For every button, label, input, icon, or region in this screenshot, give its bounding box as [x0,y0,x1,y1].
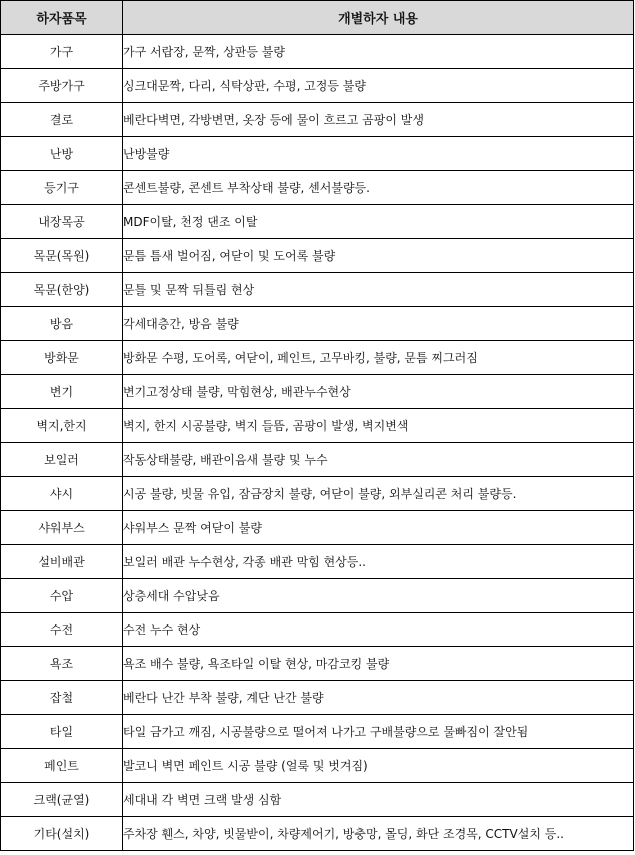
defect-item-cell: 크랙(균열) [1,783,123,817]
table-row [1,69,634,103]
defect-description-cell: 콘센트불량, 콘센트 부착상태 불량, 센서불량등. [123,171,634,205]
defect-item-cell: 방음 [1,307,123,341]
defect-item-cell: 잡철 [1,681,123,715]
defect-item-cell: 설비배관 [1,545,123,579]
defect-description-cell: 상층세대 수압낮음 [123,579,634,613]
defect-description-cell: 문틀 및 문짝 뒤틀림 현상 [123,273,634,307]
defect-description-cell: 세대내 각 벽면 크랙 발생 심함 [123,783,634,817]
defect-item-cell: 샤워부스 [1,511,123,545]
defect-item-cell: 목문(한양) [1,273,123,307]
defect-item-cell: 벽지,한지 [1,409,123,443]
defect-item-cell: 등기구 [1,171,123,205]
table-row [1,341,634,375]
defect-description-cell: 방화문 수평, 도어록, 여닫이, 페인트, 고무바킹, 불량, 문틈 찌그러짐 [123,341,634,375]
table-row [1,817,634,851]
table-row [1,511,634,545]
defect-item-cell: 가구 [1,35,123,69]
header-item: 하자품목 [1,1,123,35]
defect-description-cell: 발코니 벽면 페인트 시공 불량 (얼룩 및 벗겨짐) [123,749,634,783]
table-row [1,783,634,817]
table-row [1,749,634,783]
defect-item-cell: 난방 [1,137,123,171]
defect-item-cell: 목문(목원) [1,239,123,273]
defect-description-cell: 각세대층간, 방음 불량 [123,307,634,341]
defect-item-cell: 내장목공 [1,205,123,239]
defect-description-cell: 변기고정상태 불량, 막힘현상, 배관누수현상 [123,375,634,409]
defect-item-cell: 수압 [1,579,123,613]
table-row [1,239,634,273]
defect-item-cell: 샤시 [1,477,123,511]
header-row [1,1,634,35]
table-row [1,545,634,579]
defect-description-cell: 시공 불량, 빗물 유입, 잠금장치 불량, 여닫이 불량, 외부실리콘 처리 불량등. [123,477,634,511]
table-row [1,137,634,171]
defect-item-cell: 욕조 [1,647,123,681]
table-row [1,409,634,443]
table-row [1,205,634,239]
defect-description-cell: 샤워부스 문짝 여닫이 불량 [123,511,634,545]
table-row [1,273,634,307]
defect-description-cell: 주차장 휀스, 차양, 빗물받이, 차량제어기, 방충망, 몰딩, 화단 조경목, CCTV설치 등.. [123,817,634,851]
table-row [1,477,634,511]
table-row [1,579,634,613]
header-description: 개별하자 내용 [123,1,634,35]
table-body [1,35,634,851]
table-row [1,613,634,647]
defect-item-cell: 주방가구 [1,69,123,103]
defect-item-cell: 기타(설치) [1,817,123,851]
defect-description-cell: 욕조 배수 불량, 욕조타일 이탈 현상, 마감코킹 불량 [123,647,634,681]
defect-description-cell: 작동상태불량, 배관이음새 불량 및 누수 [123,443,634,477]
table-row [1,715,634,749]
defect-description-cell: 벽지, 한지 시공불량, 벽지 들뜸, 곰팡이 발생, 벽지변색 [123,409,634,443]
defect-description-cell: 보일러 배관 누수현상, 각종 배관 막힘 현상등.. [123,545,634,579]
defect-description-cell: 문틈 틈새 벌어짐, 여닫이 및 도어록 불량 [123,239,634,273]
defect-description-cell: 싱크대문짝, 다리, 식탁상판, 수평, 고정등 불량 [123,69,634,103]
defect-description-cell: 수전 누수 현상 [123,613,634,647]
table-row [1,375,634,409]
defect-item-cell: 결로 [1,103,123,137]
defect-item-cell: 타일 [1,715,123,749]
table-row [1,35,634,69]
defect-item-cell: 변기 [1,375,123,409]
defect-item-cell: 수전 [1,613,123,647]
defect-description-cell: MDF이탈, 천정 댄조 이탈 [123,205,634,239]
defect-description-cell: 타일 금가고 깨짐, 시공불량으로 떨어져 나가고 구배불량으로 물빠짐이 잘안됨 [123,715,634,749]
defect-item-cell: 보일러 [1,443,123,477]
defect-description-cell: 베란다 난간 부착 불량, 계단 난간 불량 [123,681,634,715]
defect-description-cell: 난방불량 [123,137,634,171]
table-row [1,307,634,341]
table-row [1,103,634,137]
table-row [1,171,634,205]
defect-description-cell: 베란다벽면, 각방변면, 옷장 등에 물이 흐르고 곰팡이 발생 [123,103,634,137]
defect-item-cell: 방화문 [1,341,123,375]
table-row [1,647,634,681]
defect-description-cell: 가구 서랍장, 문짝, 상판등 불량 [123,35,634,69]
defect-item-cell: 페인트 [1,749,123,783]
table-row [1,681,634,715]
table-row [1,443,634,477]
